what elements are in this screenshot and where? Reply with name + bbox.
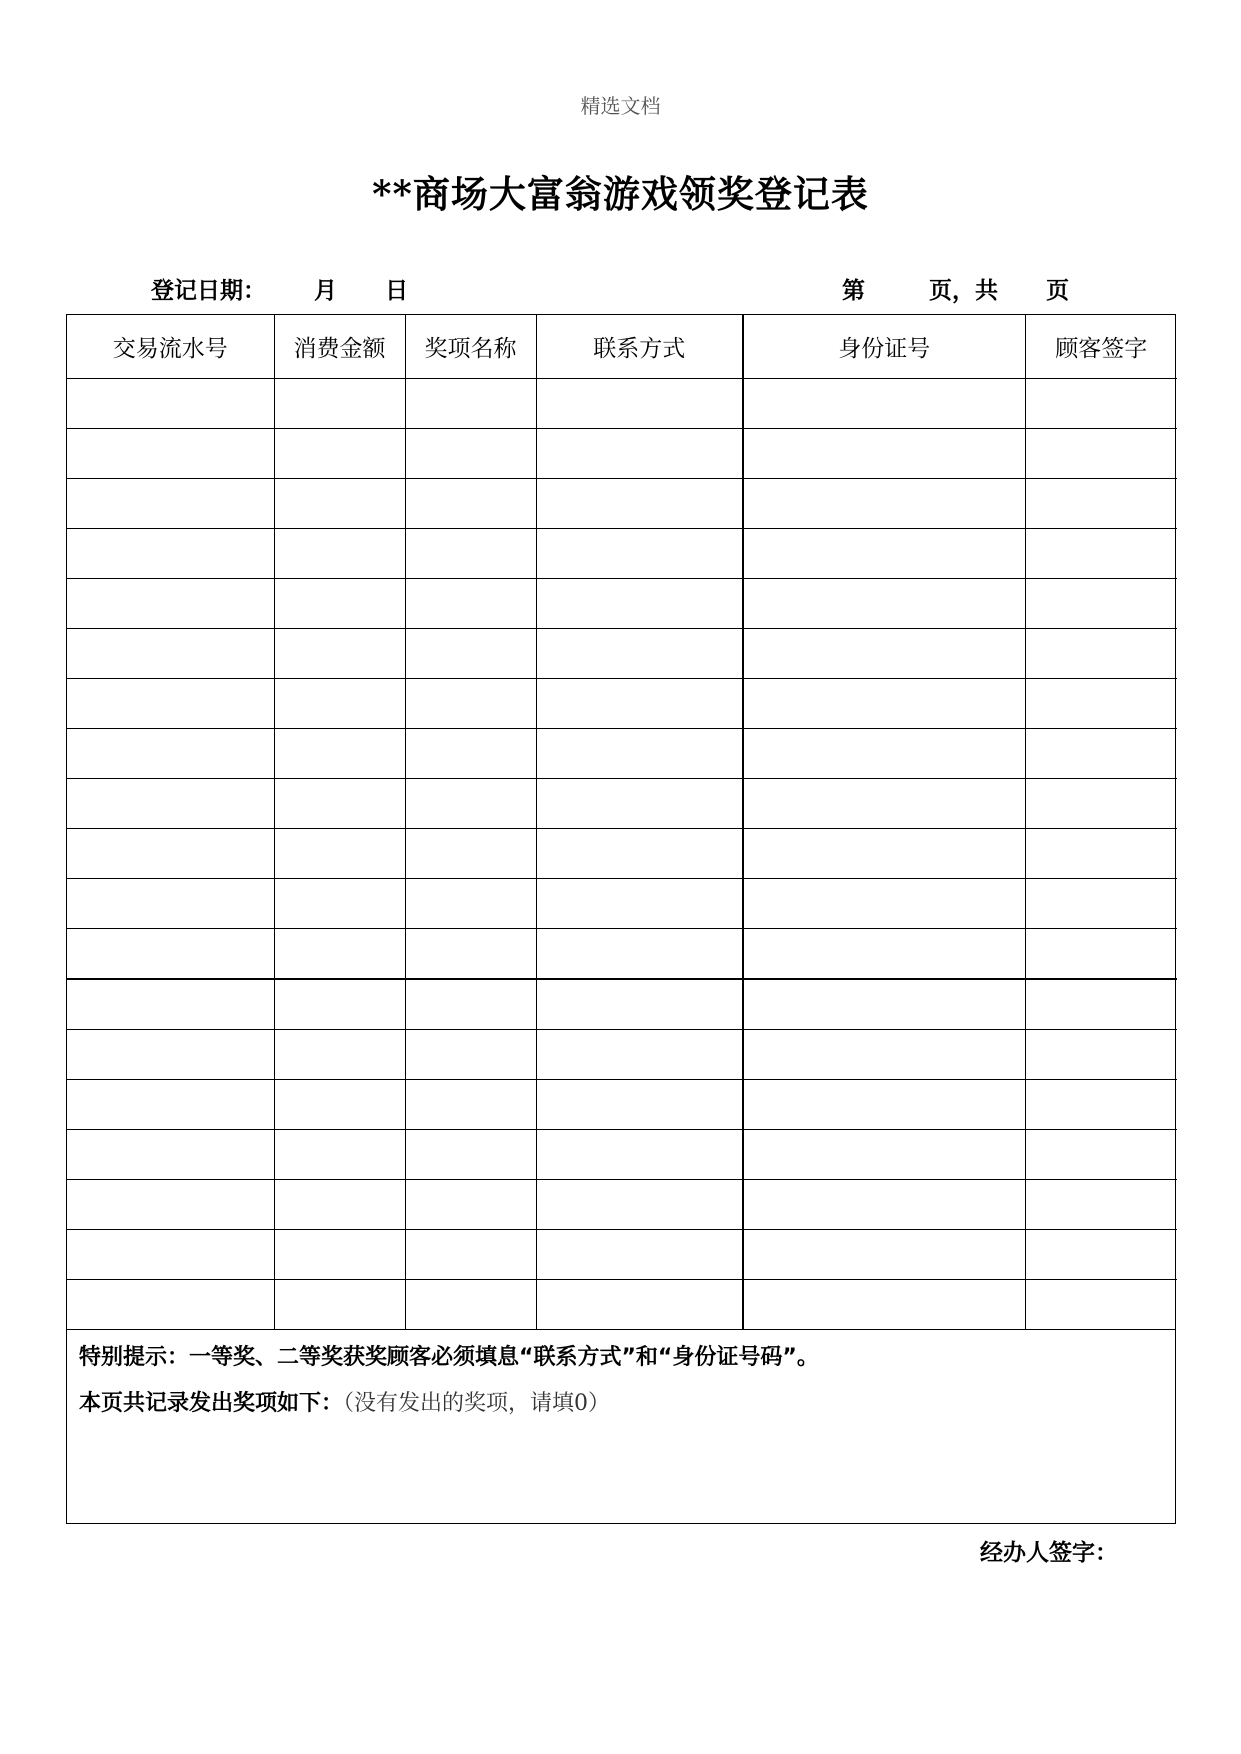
cell-amount[interactable] bbox=[274, 1030, 405, 1080]
cell-signature[interactable] bbox=[1025, 379, 1177, 429]
table-row bbox=[67, 529, 1177, 579]
cell-transaction-no[interactable] bbox=[67, 1030, 274, 1080]
cell-id-number[interactable] bbox=[743, 1130, 1025, 1180]
cell-contact[interactable] bbox=[536, 829, 743, 879]
cell-id-number[interactable] bbox=[743, 929, 1025, 980]
cell-id-number[interactable] bbox=[743, 1180, 1025, 1230]
prize-summary-label: 本页共记录发出奖项如下： bbox=[79, 1391, 344, 1416]
cell-amount[interactable] bbox=[274, 379, 405, 429]
cell-amount[interactable] bbox=[274, 529, 405, 579]
cell-transaction-no[interactable] bbox=[67, 1230, 274, 1280]
cell-prize-name[interactable] bbox=[405, 1130, 536, 1180]
column-header-amount: 消费金额 bbox=[274, 315, 405, 379]
prize-summary-hint: （没有发出的奖项，请填0） bbox=[343, 1391, 611, 1416]
cell-id-number[interactable] bbox=[743, 879, 1025, 929]
cell-signature[interactable] bbox=[1025, 979, 1177, 1030]
cell-transaction-no[interactable] bbox=[67, 1180, 274, 1230]
cell-transaction-no[interactable] bbox=[67, 479, 274, 529]
cell-id-number[interactable] bbox=[743, 829, 1025, 879]
cell-signature[interactable] bbox=[1025, 879, 1177, 929]
handler-signature-label: 经办人签字： bbox=[980, 1540, 1118, 1566]
form-title: **商场大富翁游戏领奖登记表 bbox=[372, 172, 869, 216]
cell-amount[interactable] bbox=[274, 479, 405, 529]
cell-signature[interactable] bbox=[1025, 1080, 1177, 1130]
cell-contact[interactable] bbox=[536, 1130, 743, 1180]
table-row bbox=[67, 429, 1177, 479]
cell-transaction-no[interactable] bbox=[67, 529, 274, 579]
cell-id-number[interactable] bbox=[743, 1080, 1025, 1130]
column-header-prize-name: 奖项名称 bbox=[405, 315, 536, 379]
cell-transaction-no[interactable] bbox=[67, 679, 274, 729]
registration-date-label: 登记日期： 月 日 bbox=[151, 278, 409, 304]
table-row bbox=[67, 629, 1177, 679]
cell-signature[interactable] bbox=[1025, 429, 1177, 479]
column-header-signature: 顾客签字 bbox=[1025, 315, 1177, 379]
cell-amount[interactable] bbox=[274, 679, 405, 729]
cell-transaction-no[interactable] bbox=[67, 879, 274, 929]
special-tip: 特别提示：一等奖、二等奖获奖顾客必须填息“联系方式”和“身份证号码”。 bbox=[79, 1345, 819, 1370]
cell-contact[interactable] bbox=[536, 479, 743, 529]
cell-contact[interactable] bbox=[536, 1230, 743, 1280]
cell-prize-name[interactable] bbox=[405, 929, 536, 980]
cell-signature[interactable] bbox=[1025, 1130, 1177, 1180]
table-row bbox=[67, 729, 1177, 779]
cell-id-number[interactable] bbox=[743, 429, 1025, 479]
cell-prize-name[interactable] bbox=[405, 1230, 536, 1280]
cell-transaction-no[interactable] bbox=[67, 779, 274, 829]
cell-signature[interactable] bbox=[1025, 529, 1177, 579]
table-row bbox=[67, 479, 1177, 529]
cell-prize-name[interactable] bbox=[405, 579, 536, 629]
table-row bbox=[67, 1230, 1177, 1280]
cell-contact[interactable] bbox=[536, 729, 743, 779]
cell-transaction-no[interactable] bbox=[67, 429, 274, 479]
cell-transaction-no[interactable] bbox=[67, 929, 274, 980]
cell-amount[interactable] bbox=[274, 829, 405, 879]
cell-contact[interactable] bbox=[536, 779, 743, 829]
column-header-transaction-no: 交易流水号 bbox=[67, 315, 274, 379]
cell-id-number[interactable] bbox=[743, 529, 1025, 579]
table-row bbox=[67, 379, 1177, 429]
cell-transaction-no[interactable] bbox=[67, 729, 274, 779]
notes-section bbox=[67, 1329, 1175, 1523]
cell-contact[interactable] bbox=[536, 579, 743, 629]
cell-prize-name[interactable] bbox=[405, 379, 536, 429]
cell-id-number[interactable] bbox=[743, 979, 1025, 1030]
cell-signature[interactable] bbox=[1025, 479, 1177, 529]
cell-transaction-no[interactable] bbox=[67, 629, 274, 679]
table-row bbox=[67, 1130, 1177, 1180]
cell-amount[interactable] bbox=[274, 779, 405, 829]
cell-contact[interactable] bbox=[536, 529, 743, 579]
prize-summary-line bbox=[79, 1392, 1175, 1416]
cell-id-number[interactable] bbox=[743, 679, 1025, 729]
cell-amount[interactable] bbox=[274, 1180, 405, 1230]
table-row bbox=[67, 1080, 1177, 1130]
column-header-id-number: 身份证号 bbox=[743, 315, 1025, 379]
table-row bbox=[67, 979, 1177, 1030]
cell-contact[interactable] bbox=[536, 429, 743, 479]
cell-prize-name[interactable] bbox=[405, 829, 536, 879]
cell-prize-name[interactable] bbox=[405, 479, 536, 529]
cell-amount[interactable] bbox=[274, 629, 405, 679]
table-row bbox=[67, 929, 1177, 980]
cell-signature[interactable] bbox=[1025, 629, 1177, 679]
cell-transaction-no[interactable] bbox=[67, 379, 274, 429]
cell-signature[interactable] bbox=[1025, 1230, 1177, 1280]
cell-amount[interactable] bbox=[274, 579, 405, 629]
cell-signature[interactable] bbox=[1025, 1180, 1177, 1230]
cell-signature[interactable] bbox=[1025, 729, 1177, 779]
cell-id-number[interactable] bbox=[743, 1230, 1025, 1280]
table-row bbox=[67, 1030, 1177, 1080]
cell-amount[interactable] bbox=[274, 1080, 405, 1130]
registration-form bbox=[66, 314, 1176, 1524]
cell-amount[interactable] bbox=[274, 879, 405, 929]
cell-prize-name[interactable] bbox=[405, 1280, 536, 1330]
cell-contact[interactable] bbox=[536, 879, 743, 929]
cell-id-number[interactable] bbox=[743, 479, 1025, 529]
page-number-label: 第 页，共 页 bbox=[842, 278, 1070, 304]
registration-table bbox=[67, 315, 1177, 1329]
table-row bbox=[67, 679, 1177, 729]
cell-transaction-no[interactable] bbox=[67, 1130, 274, 1180]
cell-id-number[interactable] bbox=[743, 379, 1025, 429]
cell-prize-name[interactable] bbox=[405, 1080, 536, 1130]
cell-id-number[interactable] bbox=[743, 629, 1025, 679]
cell-amount[interactable] bbox=[274, 1280, 405, 1330]
cell-prize-name[interactable] bbox=[405, 979, 536, 1030]
cell-signature[interactable] bbox=[1025, 1280, 1177, 1330]
cell-amount[interactable] bbox=[274, 729, 405, 779]
cell-amount[interactable] bbox=[274, 1230, 405, 1280]
table-row bbox=[67, 579, 1177, 629]
cell-id-number[interactable] bbox=[743, 1280, 1025, 1330]
cell-prize-name[interactable] bbox=[405, 429, 536, 479]
cell-prize-name[interactable] bbox=[405, 779, 536, 829]
cell-contact[interactable] bbox=[536, 1180, 743, 1230]
cell-id-number[interactable] bbox=[743, 729, 1025, 779]
table-row bbox=[67, 1280, 1177, 1330]
cell-amount[interactable] bbox=[274, 429, 405, 479]
cell-transaction-no[interactable] bbox=[67, 579, 274, 629]
page-header-label: 精选文档 bbox=[580, 94, 661, 118]
cell-contact[interactable] bbox=[536, 1030, 743, 1080]
cell-signature[interactable] bbox=[1025, 779, 1177, 829]
cell-prize-name[interactable] bbox=[405, 1030, 536, 1080]
cell-signature[interactable] bbox=[1025, 829, 1177, 879]
column-header-contact: 联系方式 bbox=[536, 315, 743, 379]
cell-id-number[interactable] bbox=[743, 1030, 1025, 1080]
cell-signature[interactable] bbox=[1025, 679, 1177, 729]
cell-prize-name[interactable] bbox=[405, 529, 536, 579]
cell-id-number[interactable] bbox=[743, 579, 1025, 629]
cell-contact[interactable] bbox=[536, 629, 743, 679]
cell-prize-name[interactable] bbox=[405, 679, 536, 729]
table-row bbox=[67, 879, 1177, 929]
cell-contact[interactable] bbox=[536, 679, 743, 729]
cell-transaction-no[interactable] bbox=[67, 829, 274, 879]
cell-contact[interactable] bbox=[536, 1280, 743, 1330]
cell-id-number[interactable] bbox=[743, 779, 1025, 829]
cell-contact[interactable] bbox=[536, 929, 743, 980]
cell-transaction-no[interactable] bbox=[67, 1080, 274, 1130]
cell-prize-name[interactable] bbox=[405, 879, 536, 929]
cell-transaction-no[interactable] bbox=[67, 1280, 274, 1330]
cell-prize-name[interactable] bbox=[405, 729, 536, 779]
cell-amount[interactable] bbox=[274, 929, 405, 980]
cell-signature[interactable] bbox=[1025, 929, 1177, 980]
cell-transaction-no[interactable] bbox=[67, 979, 274, 1030]
cell-contact[interactable] bbox=[536, 379, 743, 429]
cell-contact[interactable] bbox=[536, 1080, 743, 1130]
cell-prize-name[interactable] bbox=[405, 629, 536, 679]
cell-contact[interactable] bbox=[536, 979, 743, 1030]
table-row bbox=[67, 779, 1177, 829]
cell-signature[interactable] bbox=[1025, 1030, 1177, 1080]
table-header-row bbox=[67, 315, 1177, 379]
table-row bbox=[67, 1180, 1177, 1230]
cell-prize-name[interactable] bbox=[405, 1180, 536, 1230]
cell-signature[interactable] bbox=[1025, 579, 1177, 629]
cell-amount[interactable] bbox=[274, 1130, 405, 1180]
cell-amount[interactable] bbox=[274, 979, 405, 1030]
table-row bbox=[67, 829, 1177, 879]
